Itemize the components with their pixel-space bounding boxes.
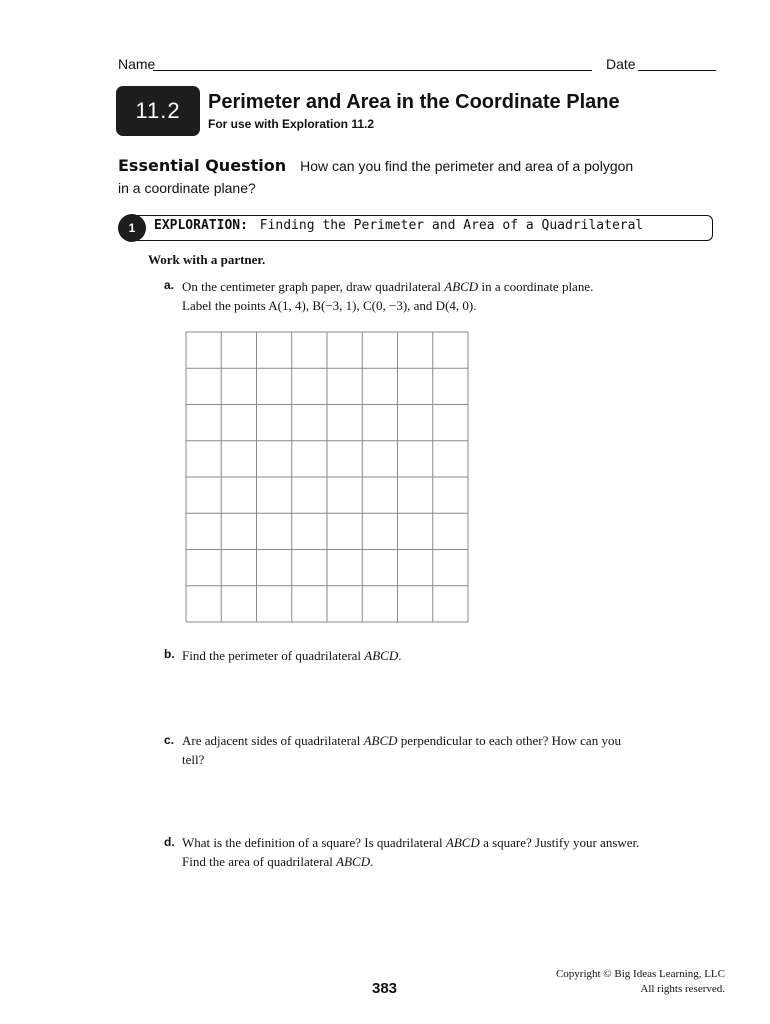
exploration-number-badge — [118, 214, 146, 242]
copyright-line-1: Copyright © Big Ideas Learning, LLC — [555, 968, 725, 980]
question-d-letter: d. — [164, 835, 175, 849]
essential-question — [118, 155, 638, 199]
exploration-number: 1 — [128, 221, 136, 235]
exploration-title: Finding the Perimeter and Area of a Quadrilateral — [259, 218, 644, 233]
question-b-text: Find the perimeter of quadrilateral ABCD. — [182, 648, 402, 663]
lesson-number: 11.2 — [135, 98, 181, 123]
copyright — [520, 967, 725, 997]
date-blank-line[interactable] — [638, 70, 716, 71]
essential-question-label: Essential Question — [118, 156, 287, 175]
question-a-line-1: On the centimeter graph paper, draw quadrilateral ABCD in a coordinate plane. — [182, 279, 594, 294]
essential-question-text: How can you find the perimeter and area of a polygon in a coordinate plane? — [118, 158, 634, 196]
exploration-label: EXPLORATION: — [154, 218, 248, 233]
question-a-letter: a. — [164, 278, 175, 292]
lesson-title: Perimeter and Area in the Coordinate Plane — [208, 91, 620, 113]
date-label: Date — [606, 56, 636, 72]
lesson-subtitle: For use with Exploration 11.2 — [208, 117, 375, 131]
question-b-letter: b. — [164, 647, 175, 661]
question-c-text: Are adjacent sides of quadrilateral ABCD perpendicular to each other? How can you tell? — [182, 733, 621, 767]
instructions: Work with a partner. — [148, 252, 266, 267]
question-a-line-2: Label the points A(1, 4), B(−3, 1), C(0, −3), and D(4, 0). — [182, 298, 477, 313]
name-label: Name — [118, 56, 156, 72]
page-number: 383 — [372, 980, 398, 997]
centimeter-graph-paper[interactable] — [185, 331, 469, 623]
question-a-text — [182, 277, 662, 315]
question-c-letter: c. — [164, 733, 175, 747]
copyright-line-2: All rights reserved. — [640, 983, 725, 995]
question-d-text: What is the definition of a square? Is quadrilateral ABCD a square? Justify your answer. Find the area of quadrilateral ABCD. — [182, 835, 640, 869]
exploration-heading — [154, 218, 643, 233]
lesson-number-badge — [116, 86, 200, 136]
name-blank-line[interactable] — [153, 70, 592, 71]
